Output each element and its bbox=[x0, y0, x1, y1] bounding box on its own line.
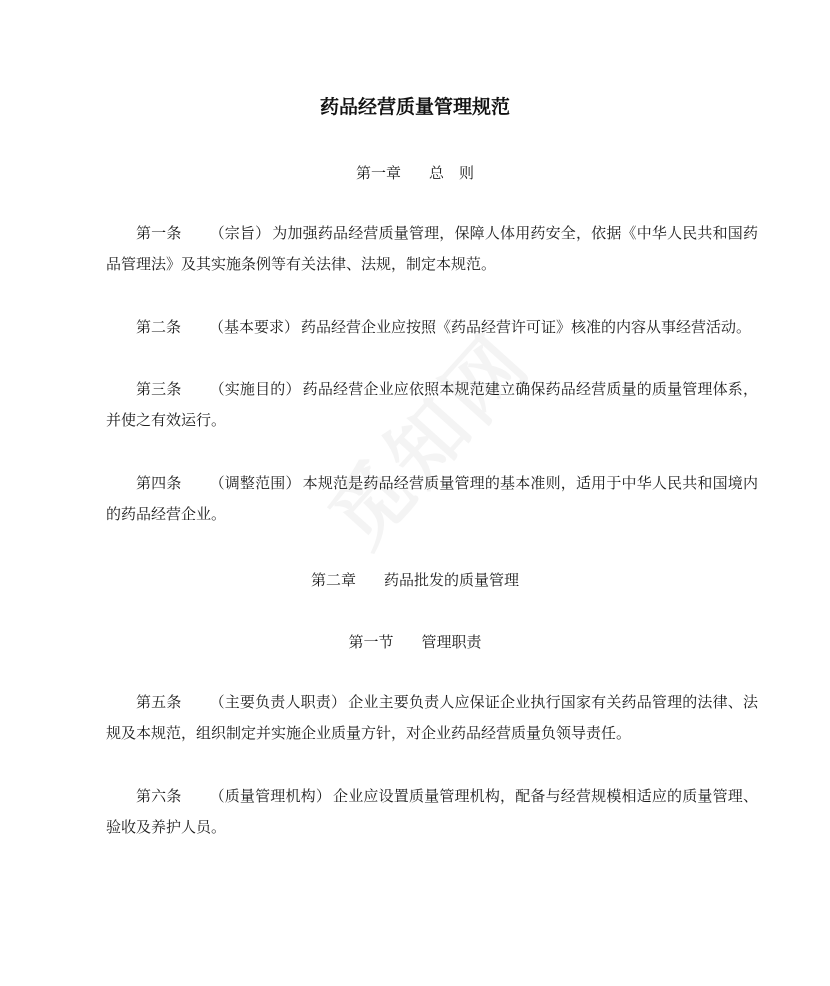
section-heading-1 bbox=[0, 631, 830, 652]
article-subject: （实施目的） bbox=[209, 380, 301, 398]
article-subject: （主要负责人职责） bbox=[209, 693, 347, 711]
article-5 bbox=[106, 687, 758, 749]
chapter-heading-1 bbox=[0, 162, 830, 183]
article-subject: （调整范围） bbox=[209, 474, 301, 492]
article-number: 第三条 bbox=[136, 380, 182, 398]
document-title: 药品经营质量管理规范 bbox=[319, 96, 510, 118]
article-2 bbox=[106, 312, 758, 343]
section-number: 第一节 bbox=[348, 633, 394, 651]
article-number: 第五条 bbox=[136, 693, 182, 711]
article-number: 第二条 bbox=[136, 318, 182, 336]
article-number: 第一条 bbox=[136, 224, 182, 242]
article-subject: （宗旨） bbox=[209, 224, 271, 242]
article-text: 为加强药品经营质量管理，保障人体用药安全，依据《中华人民共和国药品管理法》及其实施条例等有关法律、法规，制定本规范。 bbox=[106, 224, 758, 273]
article-subject: （基本要求） bbox=[209, 318, 300, 336]
article-subject: （质量管理机构） bbox=[209, 787, 332, 805]
chapter-name: 药品批发的质量管理 bbox=[384, 571, 520, 589]
article-text: 药品经营企业应按照《药品经营许可证》核准的内容从事经营活动。 bbox=[301, 318, 752, 336]
chapter-number: 第一章 bbox=[355, 164, 401, 182]
chapter-name: 总 则 bbox=[429, 164, 475, 182]
article-text: 企业主要负责人应保证企业执行国家有关药品管理的法律、法规及本规范，组织制定并实施企业质量方针，对企业药品经营质量负领导责任。 bbox=[106, 693, 758, 742]
chapter-heading-2 bbox=[0, 569, 830, 590]
article-number: 第四条 bbox=[136, 474, 182, 492]
article-3 bbox=[106, 374, 758, 436]
article-number: 第六条 bbox=[136, 787, 182, 805]
section-name: 管理职责 bbox=[421, 633, 482, 651]
chapter-number: 第二章 bbox=[310, 571, 356, 589]
article-6 bbox=[106, 781, 758, 843]
article-4 bbox=[106, 468, 758, 530]
article-text: 企业应设置质量管理机构，配备与经营规模相适应的质量管理、验收及养护人员。 bbox=[106, 787, 758, 836]
article-1 bbox=[106, 218, 758, 280]
article-text: 本规范是药品经营质量管理的基本准则，适用于中华人民共和国境内的药品经营企业。 bbox=[106, 474, 758, 523]
article-text: 药品经营企业应依照本规范建立确保药品经营质量的质量管理体系，并使之有效运行。 bbox=[106, 380, 758, 429]
